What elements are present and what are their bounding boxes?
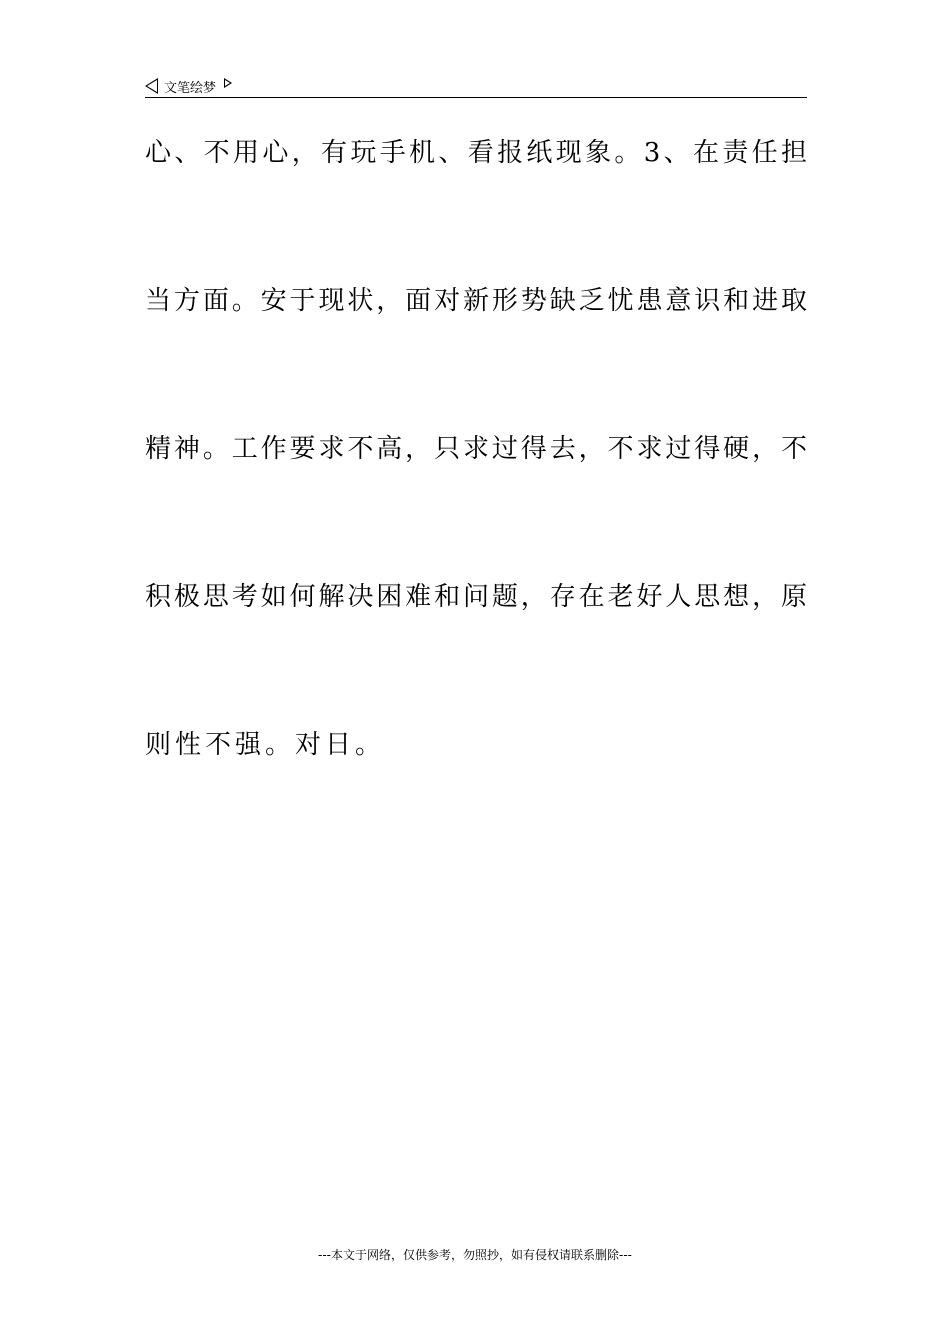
page-header (145, 74, 807, 98)
body-line: 当方面。安于现状，面对新形势缺乏忧患意识和进取 (145, 286, 807, 316)
page-footer: ---本文于网络，仅供参考，勿照抄，如有侵权请联系删除--- (318, 1248, 632, 1262)
triangle-left-icon (145, 78, 158, 94)
header-title: 文笔绘梦 (164, 80, 217, 96)
body-line: 精神。工作要求不高，只求过得去，不求过得硬，不 (145, 434, 807, 464)
body-line: 心、不用心，有玩手机、看报纸现象。3、在责任担 (145, 138, 807, 168)
header-divider (145, 97, 807, 98)
body-line: 积极思考如何解决困难和问题，存在老好人思想，原 (145, 582, 807, 612)
body-line: 则性不强。对日。 (145, 730, 386, 760)
triangle-right-icon (224, 78, 232, 88)
